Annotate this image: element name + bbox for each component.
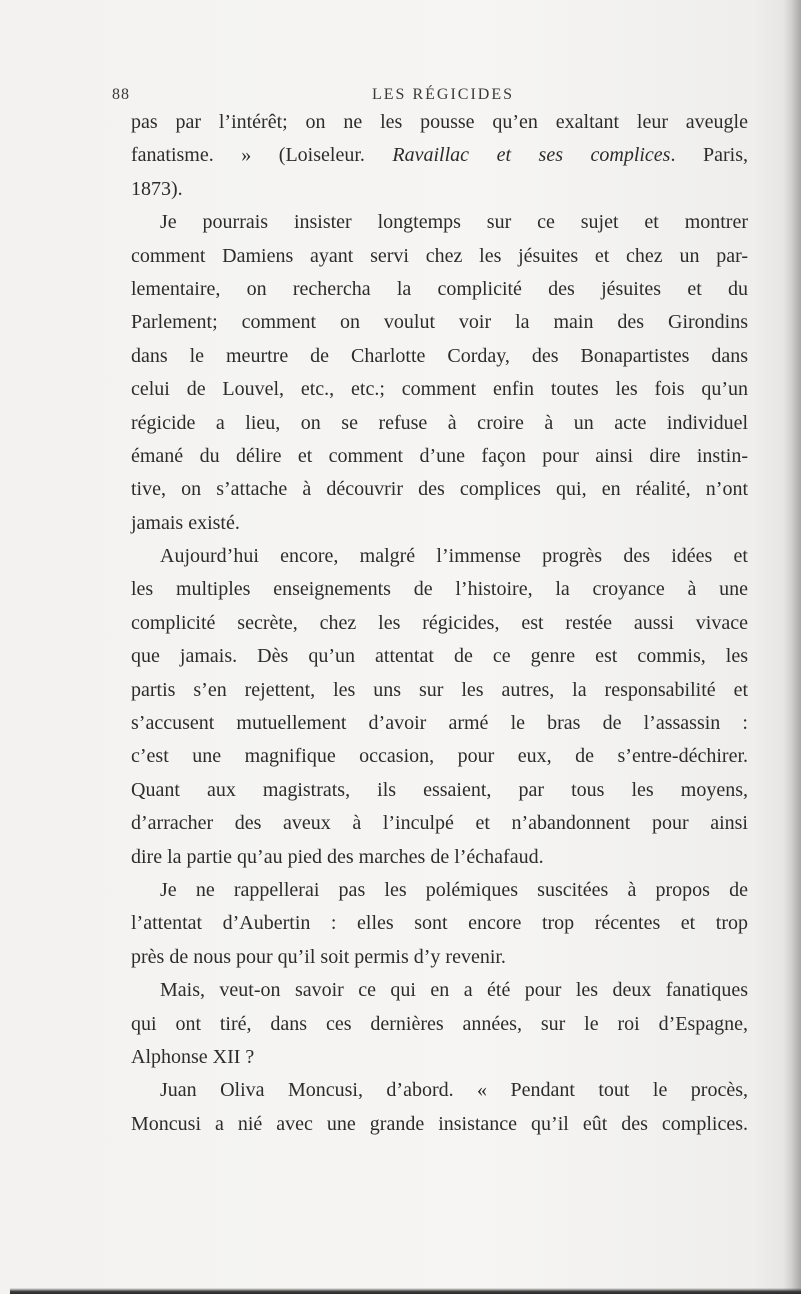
text-line: régicide a lieu, on se refuse à croire à un acte individuel <box>131 411 748 434</box>
text-line: dire la partie qu’au pied des marches de l’échafaud. <box>131 845 544 868</box>
text-line: Aujourd’hui encore, malgré l’immense progrès des idées et <box>160 545 748 568</box>
text-line: qui ont tiré, dans ces dernières années, sur le roi d’Espagne, <box>131 1012 748 1035</box>
page-bottom-edge <box>10 1288 801 1294</box>
text-line: près de nous pour qu’il soit permis d’y revenir. <box>131 945 506 968</box>
text-line: que jamais. Dès qu’un attentat de ce genre est commis, les <box>131 645 748 668</box>
text-line: émané du délire et comment d’une façon pour ainsi dire instin- <box>131 444 748 467</box>
text-line: d’arracher des aveux à l’inculpé et n’abandonnent pour ainsi <box>131 812 748 835</box>
text-span: fanatisme. » (Loiseleur. <box>131 144 393 167</box>
text-line: comment Damiens ayant servi chez les jésuites et chez un par- <box>131 244 748 267</box>
text-line: Moncusi a nié avec une grande insistance qu’il eût des complices. <box>131 1112 748 1135</box>
text-line: dans le meurtre de Charlotte Corday, des Bonapartistes dans <box>131 344 748 367</box>
text-line: 1873). <box>131 177 183 200</box>
text-line: pas par l’intérêt; on ne les pousse qu’en exaltant leur aveugle <box>131 111 748 133</box>
text-line: les multiples enseignements de l’histoire, la croyance à une <box>131 578 748 601</box>
text-line: Juan Oliva Moncusi, d’abord. « Pendant tout le procès, <box>160 1079 748 1102</box>
text-line: complicité secrète, chez les régicides, est restée aussi vivace <box>131 611 748 634</box>
text-line: Mais, veut-on savoir ce qui en a été pour les deux fanatiques <box>160 979 748 1002</box>
text-line: Alphonse XII ? <box>131 1045 255 1068</box>
running-title: LES RÉGICIDES <box>372 86 514 103</box>
text-line: c’est une magnifique occasion, pour eux, de s’entre-déchirer. <box>131 745 748 768</box>
text-line: tive, on s’attache à découvrir des complices qui, en réalité, n’ont <box>131 478 748 501</box>
text-line: l’attentat d’Aubertin : elles sont encore trop récentes et trop <box>131 912 748 935</box>
text-line: lementaire, on rechercha la complicité des jésuites et du <box>131 277 748 300</box>
text-line: Parlement; comment on voulut voir la main des Girondins <box>131 311 748 334</box>
page-edge-shadow <box>783 0 801 1294</box>
text-line: s’accusent mutuellement d’avoir armé le bras de l’assassin : <box>131 712 748 735</box>
text-line: partis s’en rejettent, les uns sur les autres, la responsabilité et <box>131 678 748 701</box>
page-number: 88 <box>112 86 130 103</box>
text-line: celui de Louvel, etc., etc.; comment enfin toutes les fois qu’un <box>131 378 748 401</box>
book-title: Ravaillac et ses complices <box>392 144 671 167</box>
text-line: Je ne rappellerai pas les polémiques suscitées à propos de <box>160 878 748 901</box>
text-line: Je pourrais insister longtemps sur ce sujet et montrer <box>160 211 748 234</box>
text-line <box>131 139 748 172</box>
text-span: . Paris, <box>670 144 748 167</box>
text-line: Quant aux magistrats, ils essaient, par tous les moyens, <box>131 778 748 801</box>
text-line: jamais existé. <box>131 511 240 534</box>
body-text <box>131 106 748 1141</box>
